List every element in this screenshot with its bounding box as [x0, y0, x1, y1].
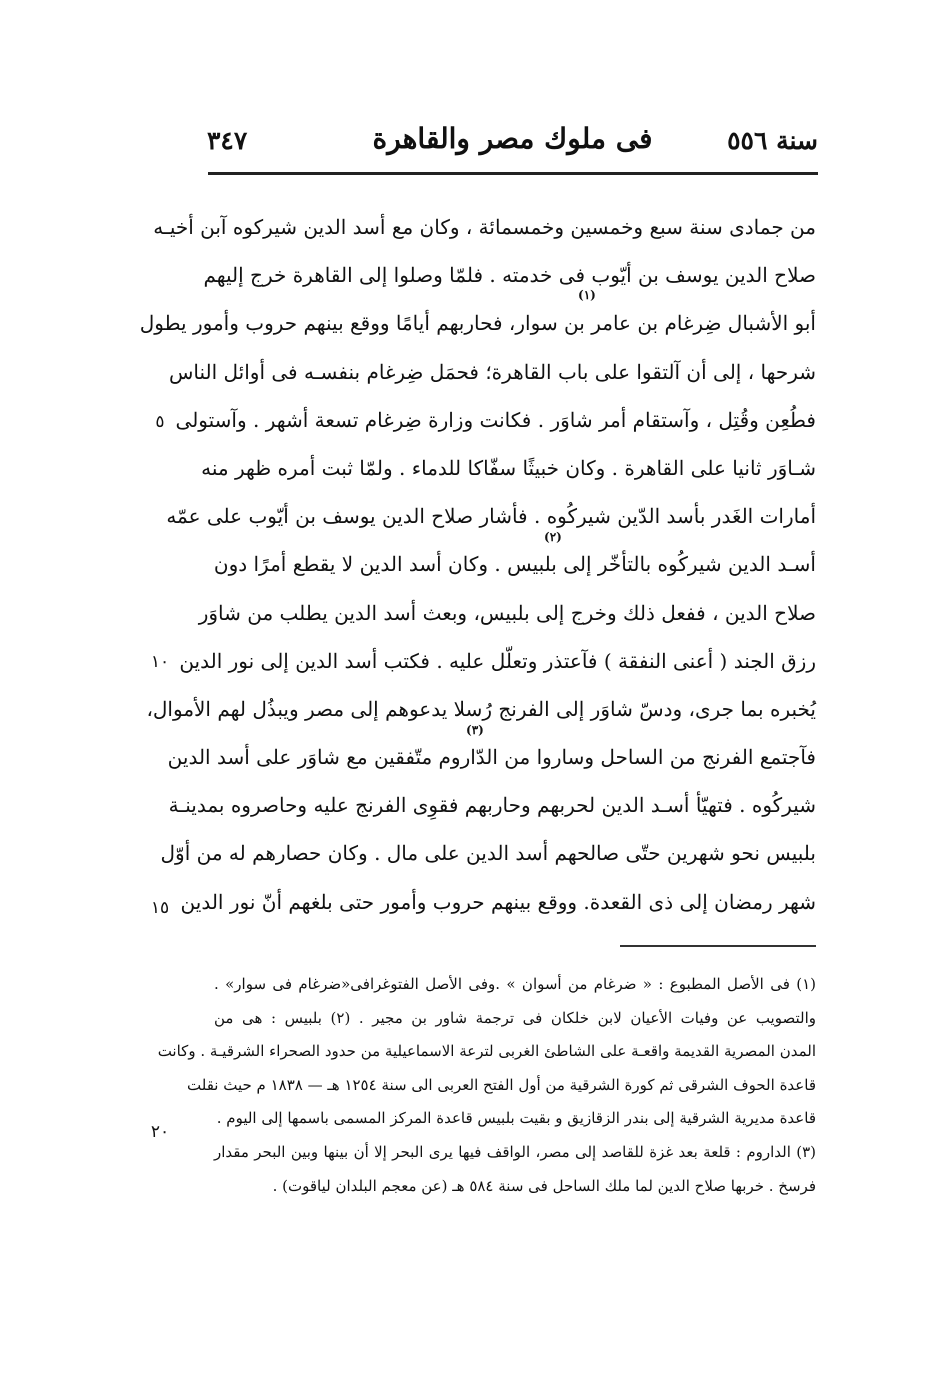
note-mark-2: (٢) [544, 530, 562, 544]
header-rule [208, 172, 818, 175]
text-line: فطُعِن وقُتِل ، وآستقام أمر شاوَر . فكانت وزارة ضِرغام تسعة أشهر . وآستولى [175, 407, 816, 432]
margin-line-number-15: ١٥ [150, 898, 170, 918]
text-line: شرحها ، إلى أن آلتقوا على باب القاهرة؛ فحمَل ضِرغام بنفسـه فى أوائل الناس [168, 359, 816, 384]
footnote-line: قاعدة الحوف الشرقى ثم كورة الشرقية من أول الفتح العربى الى سنة ١٢٥٤ هـ — ١٨٣٨ م حيث نقلت [187, 1075, 816, 1094]
header-title: فى ملوك مصر والقاهرة [372, 122, 653, 155]
text-line: رزق الجند ( أعنى النفقة ) فآعتذر وتعلّل عليه . فكتب أسد الدين إلى نور الدين [179, 648, 816, 673]
text-line: شيركُوه . فتهيّأ أسـد الدين لحربهم وحاربهم فقوِى الفرنج عليه وحاصروه بمدينـة [168, 793, 816, 818]
text-line: أمارات الغَدر بأسد الدّين شيركُوه . فأشار صلاح الدين يوسف بن أيّوب على عمّه [166, 504, 816, 529]
note-mark-3: (٣) [466, 723, 484, 737]
footnote-line: فرسخ . خربها صلاح الدين لما ملك الساحل فى سنة ٥٨٤ هـ (عن معجم البلدان لياقوت) . [272, 1176, 816, 1195]
text-line: شهر رمضان إلى ذى القعدة. ووقع بينهم حروب وأمور حتى بلغهم أنّ نور الدين [180, 889, 816, 914]
footnote-line: (١) فى الأصل المطبوع : « ضرغام من أسوان » .وفى الأصل الفتوغرافى«ضرغام فى سوار» . [214, 975, 816, 993]
text-line: من جمادى سنة سبع وخمسين وخمسمائة ، وكان مع أسد الدين شيركوه آبن أخيـه [153, 215, 816, 239]
margin-line-number-20: ٢٠ [150, 1122, 170, 1142]
margin-line-number-5: ٥ [155, 412, 165, 432]
text-line: صلاح الدين يوسف بن أيّوب فى خدمته . فلمّا وصلوا إلى القاهرة خرج إليهم [203, 263, 816, 288]
text-line: أسـد الدين شيركُوه بالتأخّر إلى بلبيس . وكان أسد الدين لا يقطع أمرًا دون [213, 552, 816, 577]
running-header [205, 118, 820, 162]
text-line: يُخبره بما جرى، ودسّ شاوَر إلى الفرنج رُسلا يدعوهم إلى مصر ويبذُل لهم الأموال، [146, 696, 816, 721]
footnote-line: المدن المصرية القديمة واقعـة على الشاطئ الغربى لترعة الاسماعيلية من حدود الصحراء الشرقيـة . وكانت [157, 1042, 816, 1061]
text-line: شـاوَر ثانيا على القاهرة . وكان خبيثًا سفّاكا للدماء . ولمّا ثبت أمره ظهر منه [201, 455, 816, 480]
text-line: أبو الأشبال ضِرغام بن عامر بن سوار، فحاربهم أيامًا ووقع بينهم حروب وأمور يطول [139, 311, 816, 336]
text-line: بلبيس نحو شهرين حتّى صالحهم أسد الدين على مال . وكان حصارهم له من أوّل [160, 841, 816, 866]
note-mark-1: (١) [578, 288, 596, 302]
footnote-line: والتصويب عن وفيات الأعيان لابن خلكان فى ترجمة شاور بن مجير . (٢) بلبيس : هى من [214, 1008, 816, 1027]
text-line: صلاح الدين ، ففعل ذلك وخرج إلى بلبيس، وبعث أسد الدين يطلب من شاوَر [198, 600, 816, 625]
text-line: فآجتمع الفرنج من الساحل وساروا من الدّاروم متّفقين مع شاوَر على أسد الدين [167, 745, 816, 770]
header-year: سنة ٥٥٦ [727, 126, 818, 155]
footnote-line: (٣) الداروم : قلعة بعد غزة للقاصد إلى مصر، الواقف فيها يرى البحر إلا أن بينها وبين البحر مقدار [214, 1142, 816, 1161]
footnote-rule [620, 945, 816, 947]
page-number: ٣٤٧ [207, 126, 248, 155]
footnote-line: قاعدة مديرية الشرقية إلى بندر الزقازيق و بقيت بلبيس قاعدة المركز المسمى باسمها إلى اليوم . [216, 1109, 816, 1128]
margin-line-number-10: ١٠ [150, 652, 170, 672]
